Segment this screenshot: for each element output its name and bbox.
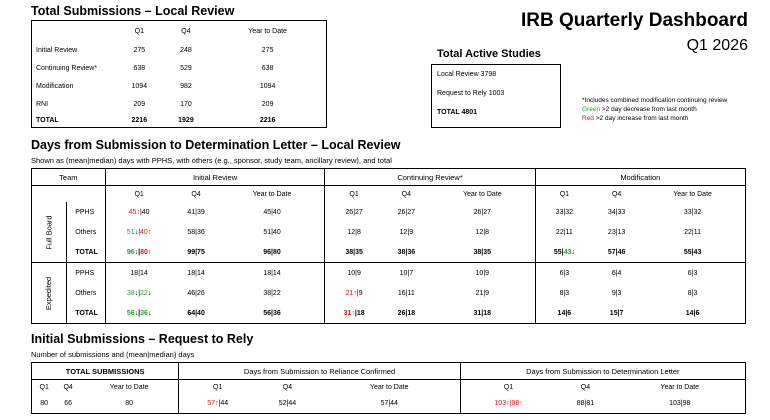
cell-part: ↓|	[134, 309, 141, 317]
table-cell: 1929	[178, 116, 194, 124]
table-row	[32, 222, 746, 242]
legend-green-word: Green	[582, 106, 601, 113]
sub-header: Q1	[213, 383, 223, 391]
sub-header: Q4	[282, 383, 293, 391]
column-header: Q4	[181, 27, 191, 35]
local-review-table	[31, 20, 327, 128]
cell-part: 26|27	[397, 208, 416, 216]
cell-part: 26|27	[345, 208, 363, 216]
table-cell	[535, 202, 593, 222]
table-cell	[535, 283, 593, 303]
cell-part: 12|9	[399, 228, 414, 236]
cell-part: 41|39	[187, 208, 205, 216]
table-subheader-row	[32, 186, 746, 203]
group-header: Days from Submission to Determination Letter	[460, 363, 745, 380]
table-cell	[173, 242, 220, 263]
table-cell	[105, 222, 172, 242]
group-header: TOTAL SUBMISSIONS	[32, 363, 179, 380]
column-header	[32, 21, 117, 42]
cell-part: ↓	[147, 289, 152, 297]
table-cell	[430, 283, 535, 303]
cell-part: ↑	[519, 400, 523, 408]
cell-part: 57|46	[607, 248, 626, 256]
cell-part: 98	[511, 400, 520, 408]
table-cell	[430, 263, 535, 284]
sub-header: Q4	[611, 190, 622, 198]
cell-part: 10|7	[399, 269, 414, 277]
legend-green-text: >2 day decrease from last month	[600, 106, 697, 113]
table-cell	[105, 202, 172, 222]
table-cell	[325, 303, 383, 324]
active-studies-title: Total Active Studies	[437, 48, 541, 60]
rely-title: Initial Submissions – Request to Rely	[31, 332, 254, 346]
cell-part: 64|40	[187, 309, 205, 317]
table-cell	[173, 263, 220, 284]
sub-header: Year to Date	[430, 186, 535, 203]
table-cell	[593, 202, 640, 222]
table-row	[32, 95, 327, 113]
table-cell	[640, 263, 745, 284]
cell-part: 80	[40, 400, 49, 408]
sub-header: Q1	[349, 190, 359, 198]
sub-header: Q1	[134, 190, 144, 198]
cell-part: 99|75	[187, 248, 205, 256]
cell-part: 23|13	[607, 228, 626, 236]
group-label-text: Full Board	[44, 214, 54, 250]
sub-header: Q1	[503, 383, 514, 391]
cell-part: 6|3	[559, 269, 570, 277]
cell-part: 12|8	[347, 228, 361, 236]
legend-red-text: >2 day increase from last month	[593, 115, 689, 122]
sub-header: Year to Date	[673, 190, 712, 198]
active-request-to-rely: Request to Rely 1003	[437, 90, 505, 97]
sub-header: Q4	[401, 190, 412, 198]
local-review-title: Total Submissions – Local Review	[31, 4, 235, 18]
determination-subtitle: Shown as (mean|median) days with PPHS, with others (e.g., sponsor, study team, ancillary review), and total	[31, 156, 392, 165]
cell-part: ↓	[571, 248, 575, 256]
table-cell	[640, 303, 745, 324]
cell-part: 22|11	[555, 228, 573, 236]
table-cell	[640, 283, 745, 303]
cell-part: 80	[125, 400, 134, 408]
cell-part: 103	[494, 400, 507, 408]
table-cell: 638	[133, 64, 146, 72]
table-cell	[430, 222, 535, 242]
table-cell	[325, 202, 383, 222]
table-cell	[220, 242, 325, 263]
cell-part: 8|3	[559, 289, 570, 297]
table-cell	[220, 303, 325, 324]
table-cell: 529	[180, 64, 192, 72]
cell-part: ↑	[215, 400, 219, 408]
cell-part: 38|22	[263, 289, 281, 297]
cell-part: 38|35	[473, 248, 492, 256]
cell-part: 57	[207, 400, 216, 408]
table-cell	[383, 242, 430, 263]
cell-part: 6|4	[611, 269, 622, 277]
table-row	[32, 202, 746, 222]
cell-part: ↓|	[134, 289, 141, 297]
group-header: Days from Submission to Reliance Confirmed	[179, 363, 460, 380]
cell-part: 10|9	[475, 269, 490, 277]
table-cell	[173, 283, 220, 303]
cell-part: 34|33	[607, 208, 626, 216]
table-cell	[593, 263, 640, 284]
cell-part: 52|44	[278, 400, 297, 408]
table-cell	[593, 222, 640, 242]
team-header: Team	[32, 169, 106, 186]
cell-part: 66	[64, 400, 73, 408]
cell-part: 80	[140, 248, 148, 256]
row-label: Others	[67, 283, 106, 303]
sub-header: Q4	[63, 383, 73, 391]
cell-part: 8|3	[687, 289, 698, 297]
cell-part: 26|18	[397, 309, 416, 317]
table-cell	[173, 303, 220, 324]
table-cell: 209	[133, 100, 146, 108]
table-cell	[640, 202, 745, 222]
table-header-row	[32, 169, 746, 186]
table-cell	[220, 202, 325, 222]
table-cell: 170	[180, 100, 192, 108]
table-subheader-row	[32, 380, 746, 395]
table-cell	[80, 395, 179, 414]
table-row	[32, 41, 327, 59]
row-label: Others	[67, 222, 106, 242]
row-label: TOTAL	[67, 303, 106, 324]
cell-part: 21|9	[475, 289, 490, 297]
legend-note: *Includes combined modification continuing review	[582, 97, 728, 104]
cell-part: 18|14	[130, 269, 148, 277]
cell-part: 14|6	[685, 309, 700, 317]
cell-part: 56|36	[263, 309, 281, 317]
cell-part: 22|11	[684, 228, 702, 236]
table-cell	[430, 202, 535, 222]
table-cell	[640, 242, 745, 263]
sub-header: Year to Date	[220, 186, 325, 203]
legend-red-word: Red	[582, 115, 594, 122]
cell-part: 55|	[553, 248, 564, 256]
table-cell: 638	[261, 64, 274, 72]
active-studies-box	[431, 64, 561, 128]
sub-header: Q1	[559, 190, 570, 198]
dashboard-title: IRB Quarterly Dashboard	[521, 10, 748, 31]
cell-part: 45|40	[263, 208, 281, 216]
table-cell: 275	[133, 46, 146, 54]
table-cell	[220, 222, 325, 242]
determination-table	[31, 168, 746, 324]
cell-part: 43	[563, 248, 572, 256]
cell-part: 14|6	[557, 309, 572, 317]
sub-header: Q1	[39, 383, 49, 391]
group-label	[32, 202, 67, 263]
cell-part: 45	[128, 208, 137, 216]
cell-part: 51|40	[263, 228, 281, 236]
active-local-review: Local Review 3798	[437, 71, 497, 78]
cell-part: 58|36	[187, 228, 205, 236]
cell-part: 33|32	[683, 208, 702, 216]
cell-part: 18|14	[263, 269, 281, 277]
table-cell	[383, 283, 430, 303]
cell-part: 22	[140, 289, 148, 297]
table-row	[32, 242, 746, 263]
table-cell: 248	[180, 46, 192, 54]
table-cell	[319, 395, 460, 414]
table-cell: 982	[180, 82, 192, 90]
cell-part: 6|3	[687, 269, 698, 277]
sub-header: Year to Date	[80, 380, 179, 395]
group-label	[32, 263, 67, 324]
group-header: Continuing Review*	[325, 169, 535, 186]
table-cell	[220, 283, 325, 303]
cell-part: 26|27	[473, 208, 491, 216]
cell-part: 103|98	[669, 400, 691, 408]
cell-part: 38	[126, 289, 135, 297]
cell-part: ↑	[353, 289, 357, 297]
table-cell	[593, 283, 640, 303]
table-cell: 209	[261, 100, 274, 108]
row-label: PPHS	[67, 202, 106, 222]
table-cell	[593, 303, 640, 324]
group-label-text: Expedited	[44, 276, 54, 310]
table-cell	[256, 395, 319, 414]
table-cell	[535, 242, 593, 263]
row-label: Initial Review	[36, 46, 78, 54]
table-cell	[535, 222, 593, 242]
rely-subtitle: Number of submissions and (mean|median) days	[31, 350, 195, 359]
cell-part: 40	[140, 228, 148, 236]
table-cell	[173, 202, 220, 222]
group-header: Modification	[535, 169, 745, 186]
table-cell	[460, 395, 556, 414]
table-cell: 1094	[259, 82, 276, 90]
rely-table	[31, 362, 746, 414]
table-header-row	[32, 21, 327, 42]
legend-red	[582, 114, 727, 123]
legend	[582, 96, 727, 123]
table-cell	[535, 263, 593, 284]
row-label: RNI	[36, 100, 49, 108]
cell-part: ↑	[147, 248, 152, 256]
cell-part: 38|36	[397, 248, 416, 256]
cell-part: 38|35	[345, 248, 363, 256]
table-row	[32, 263, 746, 284]
table-cell	[383, 303, 430, 324]
cell-part: |18	[354, 309, 365, 317]
table-cell	[593, 242, 640, 263]
cell-part: |40	[139, 208, 150, 216]
cell-part: 31	[343, 309, 352, 317]
cell-part: 15|7	[609, 309, 624, 317]
cell-part: 51	[126, 228, 135, 236]
table-cell	[383, 202, 430, 222]
determination-title: Days from Submission to Determination Letter – Local Review	[31, 138, 401, 152]
cell-part: 21	[345, 289, 354, 297]
table-cell	[325, 222, 383, 242]
cell-part: ↑	[351, 309, 355, 317]
row-label: TOTAL	[36, 116, 59, 124]
cell-part: 56	[126, 309, 135, 317]
cell-part: 57|44	[380, 400, 398, 408]
sub-header: Q4	[191, 190, 201, 198]
table-cell	[430, 242, 535, 263]
table-cell	[32, 395, 57, 414]
column-header: Q1	[134, 27, 144, 35]
group-header: Initial Review	[105, 169, 325, 186]
cell-part: ↓	[147, 309, 152, 317]
blank-cell	[32, 186, 67, 203]
cell-part: ↓|	[134, 228, 141, 236]
row-label: TOTAL	[67, 242, 106, 263]
table-cell: 1094	[131, 82, 148, 90]
table-cell	[179, 395, 256, 414]
table-cell	[105, 263, 172, 284]
table-row	[32, 283, 746, 303]
table-cell	[383, 222, 430, 242]
cell-part: ↓|	[134, 248, 141, 256]
cell-part: ↑	[136, 208, 140, 216]
sub-header: Q4	[580, 383, 591, 391]
table-row	[32, 303, 746, 324]
table-cell: 2216	[259, 116, 276, 124]
cell-part: |9	[356, 289, 363, 297]
table-cell	[325, 242, 383, 263]
dashboard-period: Q1 2026	[686, 37, 748, 54]
cell-part: 18|14	[187, 269, 205, 277]
cell-part: 96|80	[263, 248, 281, 256]
table-cell	[556, 395, 614, 414]
sub-header: Year to Date	[319, 380, 460, 395]
legend-green	[582, 105, 727, 114]
table-header-row	[32, 363, 746, 380]
blank-cell	[67, 186, 106, 203]
table-cell	[640, 222, 745, 242]
cell-part: 10|9	[347, 269, 361, 277]
active-total: TOTAL 4801	[437, 109, 478, 116]
table-row	[32, 395, 746, 414]
cell-part: 55|43	[683, 248, 702, 256]
row-label: PPHS	[67, 263, 106, 284]
cell-part: ↑	[147, 228, 152, 236]
cell-part: 16|11	[397, 289, 415, 297]
table-cell	[105, 303, 172, 324]
cell-part: 9|3	[611, 289, 622, 297]
cell-part: 88|81	[576, 400, 595, 408]
table-cell	[615, 395, 746, 414]
table-cell	[220, 263, 325, 284]
cell-part: 33|32	[555, 208, 574, 216]
cell-part: 31|18	[473, 309, 492, 317]
table-row	[32, 59, 327, 77]
table-row	[32, 77, 327, 95]
column-header: Year to Date	[248, 27, 287, 35]
sub-header: Year to Date	[660, 383, 700, 391]
table-cell	[383, 263, 430, 284]
cell-part: |44	[218, 400, 229, 408]
cell-part: 12|8	[475, 228, 490, 236]
cell-part: 46|26	[187, 289, 205, 297]
table-cell	[325, 283, 383, 303]
table-cell	[173, 222, 220, 242]
total-row	[32, 113, 327, 128]
table-cell	[56, 395, 80, 414]
table-cell	[430, 303, 535, 324]
table-cell: 275	[261, 46, 274, 54]
table-cell: 2216	[131, 116, 148, 124]
cell-part: 96	[126, 248, 135, 256]
table-cell	[535, 303, 593, 324]
table-cell	[105, 242, 172, 263]
cell-part: 36	[140, 309, 148, 317]
row-label: Continuing Review*	[36, 64, 98, 72]
table-cell	[325, 263, 383, 284]
table-cell	[105, 283, 172, 303]
cell-part: ↑|	[506, 400, 512, 408]
row-label: Modification	[36, 82, 74, 90]
